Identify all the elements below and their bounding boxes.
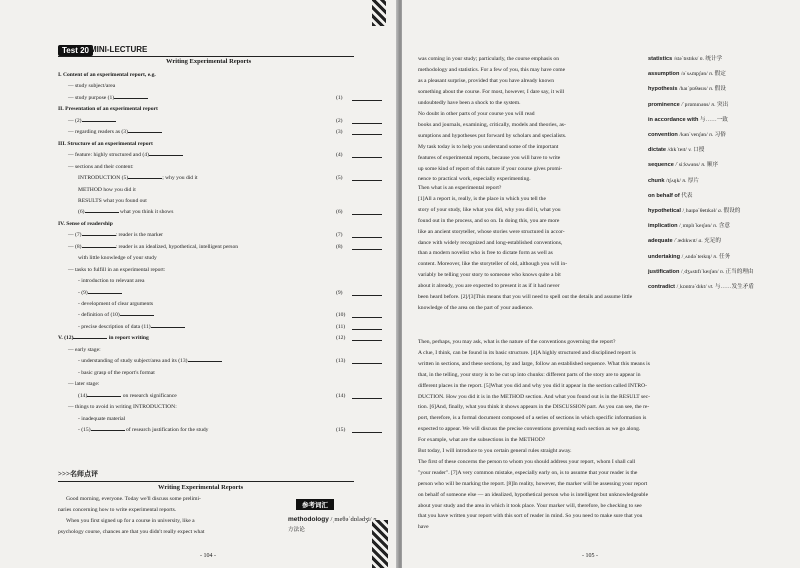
answer-line[interactable]	[352, 398, 382, 399]
glossary-ipa: /ˌɪmplɪˈkeɪʃən/	[679, 223, 714, 230]
outline-item-text: - basic grasp of the report's format	[78, 369, 155, 376]
glossary-cn: 顺序	[706, 162, 719, 169]
answer-number: (1)	[336, 94, 343, 101]
glossary-cn: 与……发生矛盾	[714, 284, 754, 290]
outline-item-text: — early stage:	[68, 346, 101, 353]
answer-number: (2)	[336, 117, 343, 124]
answer-number: (4)	[336, 152, 343, 159]
glossary-entry	[648, 102, 728, 109]
outline-item-text: - (15)	[78, 426, 91, 433]
lecture-line: My task today is to help you understand some of the important	[418, 143, 559, 150]
outline-item-after: ; why you did it	[162, 175, 198, 182]
outline-item	[78, 187, 136, 194]
glossary-pos: n.	[711, 101, 717, 108]
lecture-line: port, therefore, is a formal document composed of a series of sections in which specific information is	[418, 415, 647, 422]
outline-item	[68, 129, 162, 136]
glossary-word: on behalf of	[648, 192, 682, 199]
glossary-entry	[648, 132, 726, 139]
lecture-line: variably be telling your story to someone who knows quite a bit	[418, 272, 561, 279]
vocab-cn: 方法论	[288, 527, 305, 533]
test-badge: Test 20	[58, 45, 93, 56]
glossary-pos: n.	[719, 268, 726, 275]
right-page	[402, 0, 800, 568]
outline-item	[78, 198, 147, 205]
glossary-cn: 正当的理由	[725, 268, 754, 275]
script-rule	[58, 481, 354, 482]
answer-blank[interactable]	[128, 132, 162, 133]
page-number-left: - 104 -	[200, 553, 216, 559]
glossary-pos: n.	[709, 71, 715, 78]
glossary-entry	[648, 117, 728, 124]
outline-item-text: (14)	[78, 392, 88, 399]
glossary-cn: 口授	[693, 147, 705, 154]
outline-item	[78, 301, 153, 308]
lecture-line: been heard before. [2]/[3]This means that you will need to spell out the details and assume little	[418, 294, 633, 300]
glossary-ipa: /ˌhaɪpəˈθetɪkəl/	[682, 208, 718, 214]
lecture-line: But today, I will introduce to you certain general rules straight away.	[418, 448, 572, 454]
glossary-word: hypothesis	[648, 86, 680, 93]
glossary-word: hypothetical	[648, 208, 683, 214]
lecture-line: different places in the report. [5]What you did and why you did it appear in the section called INTRO-	[418, 382, 648, 389]
glossary-pos: vt.	[707, 284, 715, 290]
outline-item	[78, 175, 198, 182]
answer-blank[interactable]	[85, 212, 119, 213]
answer-blank[interactable]	[73, 338, 107, 339]
lecture-line: person who will be marking the report. [8]In reality, however, the marker will be assessing your report	[418, 480, 648, 487]
outline-item-text: - introduction to relevant area	[78, 278, 145, 285]
lecture-line: found out in the process, and so on. In doing this, you are more	[418, 217, 560, 224]
glossary-word: in accordance with	[648, 116, 700, 123]
answer-number: (13)	[336, 358, 346, 365]
answer-line[interactable]	[352, 295, 382, 296]
glossary-entry	[648, 193, 692, 200]
answer-blank[interactable]	[188, 361, 222, 362]
answer-number: (8)	[336, 243, 343, 250]
lecture-line: Then what is an experimental report?	[418, 185, 502, 191]
outline-item-after: : reader is an idealized, hypothetical, intelligent person	[115, 243, 239, 250]
answer-line[interactable]	[352, 157, 382, 158]
glossary-entry	[648, 269, 754, 276]
outline-item-text: II. Presentation of an experimental report	[58, 106, 158, 113]
glossary-pos: n.	[701, 162, 707, 169]
answer-blank[interactable]	[87, 396, 121, 397]
glossary-ipa: /tʃʌŋk/	[666, 177, 683, 184]
answer-number: (10)	[336, 312, 346, 319]
answer-line[interactable]	[352, 214, 382, 215]
lecture-line: DUCTION. How you did it is in the METHOD section. And what you found out is in the RESULT sec-	[418, 393, 650, 400]
lecture-line: nence to practical work, especially experimenting.	[418, 176, 531, 183]
glossary-pos: n.	[709, 132, 715, 138]
outline-item-text: (6)	[78, 209, 85, 216]
glossary-ipa: /ˈædɪkwɪt/	[674, 238, 699, 245]
outline-item-text: — study purpose (1)	[68, 94, 115, 101]
script-line: Good morning, everyone. Today we'll discuss some prelimi-	[66, 496, 201, 502]
outline-item-text: - understanding of study subject/area and its (13)	[78, 358, 188, 365]
answer-blank[interactable]	[91, 430, 125, 431]
glossary-pos: a.	[698, 238, 705, 245]
lecture-line: dance with widely recognized and long-established conventions,	[418, 239, 563, 246]
outline-item-text: - (9)	[78, 289, 88, 296]
lecture-line: story of your study, like what you did, why you did it, what you	[418, 206, 561, 213]
script-heading: >>>名师点评	[58, 470, 98, 478]
outline-item	[68, 152, 183, 159]
lecture-line: content. Moreover, like the storyteller of old, although you will in-	[418, 261, 568, 268]
outline-item-text: III. Structure of an experimental report	[58, 140, 153, 147]
answer-blank[interactable]	[82, 235, 116, 236]
answer-line[interactable]	[352, 134, 382, 135]
answer-number: (12)	[336, 335, 346, 342]
outline-item	[78, 370, 155, 377]
lecture-line: about your study and the area in which it took place. Your marker will, therefore, be checking to see	[418, 502, 642, 509]
glossary-cn: 含意	[718, 223, 730, 230]
outline-item	[58, 221, 113, 228]
outline-item	[58, 106, 158, 113]
answer-line[interactable]	[352, 237, 382, 238]
script-line: When you first signed up for a course in university, like a	[66, 518, 195, 524]
glossary-cn: 习俗	[714, 132, 726, 138]
glossary-ipa: /ˈprɒmɪnəns/	[681, 101, 712, 108]
outline-item	[68, 232, 163, 239]
answer-number: (7)	[336, 232, 343, 239]
answer-line[interactable]	[352, 363, 382, 364]
glossary-word: sequence	[648, 162, 676, 169]
outline-item	[68, 164, 134, 171]
lecture-line: that, in the telling, your story is to be cut up into chunks: different parts of the story are to appear in	[418, 371, 641, 378]
lecture-line: like an ancient storyteller, whose stories were structured in accor-	[418, 228, 565, 235]
outline-item-text: — sections and their content:	[68, 163, 134, 170]
outline-item	[78, 324, 185, 331]
script-title: Writing Experimental Reports	[158, 484, 244, 491]
glossary-pos: n.	[699, 56, 706, 62]
lecture-line: expected to appear. We will discuss the precise conventions governing each section as we go along.	[418, 426, 641, 433]
outline-item-text: METHOD how you did it	[78, 186, 136, 193]
outline-item-after: of research justification for the study	[124, 426, 209, 433]
glossary-ipa: /dɪkˈteɪt/	[667, 147, 689, 154]
glossary-ipa: /ˌdʒʌstɪfɪˈkeɪʃən/	[680, 268, 720, 275]
answer-number: (9)	[336, 289, 343, 296]
glossary-pos: n.	[682, 177, 688, 184]
glossary-entry	[648, 178, 699, 185]
lecture-line: [1]All a report is, really, is the place in which you tell the	[418, 195, 546, 202]
glossary-word: chunk	[648, 177, 667, 184]
page-title: Writing Experimental Reports	[166, 58, 252, 65]
section-label: MINI-LECTURE	[90, 45, 148, 54]
vocab-box: 参考词汇	[296, 499, 334, 510]
glossary-ipa: /stəˈtɪstɪks/	[673, 56, 700, 62]
lecture-line: methodology and statistics. For a few of you, this may have come	[418, 66, 566, 73]
lecture-line: on behalf of someone else — an idealized, hypothetical person who is intelligent but unknowledgeable	[418, 491, 649, 498]
glossary-cn: 假定	[714, 71, 726, 78]
outline-item-text: — later stage:	[68, 381, 100, 388]
answer-blank[interactable]	[114, 98, 148, 99]
outline-item-text: — (8)	[68, 243, 82, 250]
outline-item-text: with little knowledge of your study	[78, 255, 157, 262]
outline-item	[78, 209, 173, 216]
script-line: psychology course, chances are that you didn't really expect what	[58, 529, 205, 535]
answer-blank[interactable]	[151, 327, 185, 328]
glossary-cn: 厚片	[687, 177, 700, 184]
left-page	[0, 0, 398, 568]
glossary-word: prominence	[648, 101, 682, 108]
lecture-line: sumptions and hypotheses put forward by scholars and specialists.	[418, 132, 567, 139]
glossary-pos: n.	[709, 86, 715, 93]
answer-blank[interactable]	[82, 121, 116, 122]
glossary-pos: n.	[713, 223, 719, 230]
outline-item-text: - precise description of data (11)	[78, 323, 151, 330]
lecture-line: that you have written your report with this sort of reader in mind. So you need to make sure that you	[418, 513, 643, 520]
outline-item	[68, 347, 101, 354]
outline-item	[58, 335, 149, 342]
outline-item-text: - development of clear arguments	[78, 301, 154, 307]
glossary-ipa: /ˌkɒntrəˈdɪkt/	[676, 284, 708, 290]
glossary-word: undertaking	[648, 253, 682, 260]
glossary-entry	[648, 223, 730, 230]
answer-line[interactable]	[352, 329, 382, 330]
answer-line[interactable]	[352, 100, 382, 101]
page-number-right: - 105 -	[582, 553, 598, 559]
outline-item-text: — things to avoid in writing INTRODUCTION:	[68, 404, 177, 411]
vocab-word: methodology	[288, 516, 329, 523]
glossary-ipa: /ˈsiːkwəns/	[675, 162, 702, 169]
glossary-word: statistics	[648, 56, 674, 62]
outline-item	[78, 427, 208, 434]
answer-blank[interactable]	[82, 247, 116, 248]
outline-item-text: — study subject/area	[68, 83, 116, 90]
glossary-word: assumption	[648, 71, 681, 78]
outline-item	[78, 312, 154, 319]
answer-blank[interactable]	[128, 178, 162, 179]
glossary-pos: v.	[688, 147, 694, 154]
answer-number: (5)	[336, 175, 343, 182]
glossary-word: justification	[648, 268, 681, 275]
lecture-line: A clue, I think, can be found in its basic structure. [4]A highly structured and disciplined report is	[418, 349, 636, 356]
lecture-line: have	[418, 524, 429, 531]
outline-item	[68, 381, 99, 388]
glossary-entry	[648, 56, 722, 63]
glossary-entry	[648, 208, 740, 215]
outline-item-text: I. Content of an experimental report, e.g.	[58, 72, 156, 78]
answer-number: (15)	[336, 426, 346, 433]
glossary-pos: a.	[717, 208, 724, 214]
glossary-entry	[648, 86, 726, 93]
answer-line[interactable]	[352, 123, 382, 124]
glossary-ipa: /haɪˈpɒθəsɪs/	[679, 86, 710, 93]
lecture-line: something about the course. For most, however, I dare say, it will	[418, 88, 565, 95]
outline-item-text: — (2)	[68, 117, 82, 124]
glossary-cn: 充足的	[704, 238, 721, 245]
glossary-ipa: /ˌʌndəˈteɪkɪŋ/	[681, 253, 714, 260]
glossary-cn: 任务	[719, 253, 731, 260]
outline-item	[78, 416, 125, 423]
answer-line[interactable]	[352, 340, 382, 341]
glossary-entry	[648, 284, 754, 291]
glossary-entry	[648, 162, 718, 169]
glossary-word: adequate	[648, 238, 675, 245]
outline-item-text: - definition of (10)	[78, 312, 120, 319]
glossary-cn: 与……一致	[699, 116, 728, 123]
glossary-pos: n.	[713, 253, 719, 260]
answer-blank[interactable]	[149, 155, 183, 156]
lecture-line: knowledge of the area on the part of your audience.	[418, 304, 534, 311]
lecture-line: as a pleasant surprise, provided that you have already known	[418, 77, 555, 84]
outline-item	[58, 72, 156, 79]
glossary-entry	[648, 71, 726, 78]
outline-item-text: INTRODUCTION (5)	[78, 175, 129, 182]
answer-line[interactable]	[352, 180, 382, 181]
outline-item-text: RESULTS what you found out	[78, 197, 147, 204]
glossary-ipa: /əˈsʌmpʃən/	[680, 71, 710, 78]
glossary-cn: 假设	[714, 86, 726, 93]
outline-item-text: — tasks to fulfill in an experimental report:	[68, 266, 166, 273]
binding-mark-top	[372, 0, 386, 26]
glossary-word: implication	[648, 223, 680, 230]
vocab-entry	[288, 516, 378, 523]
answer-blank[interactable]	[120, 315, 154, 316]
outline-item-text: V. (12)	[58, 335, 74, 342]
lecture-line: written in sections, and these sections, by and large, follow an established sequence. What this means is	[418, 360, 650, 367]
glossary-cn: 假设的	[723, 208, 741, 214]
vocab-ipa: /ˌmeθəˈdɒlədʒi/	[330, 516, 372, 523]
lecture-line: undoubtedly have been a shock to the system.	[418, 99, 521, 106]
script-line: naries concerning how to write experimental reports.	[58, 507, 177, 513]
answer-number: (11)	[336, 323, 346, 330]
lecture-line: than a modern novelist who is free to dictate form as well as	[418, 250, 553, 257]
outline-item	[78, 393, 177, 400]
outline-item	[68, 267, 165, 274]
glossary-cn: 突出	[716, 101, 729, 108]
glossary-word: dictate	[648, 147, 668, 154]
glossary-entry	[648, 238, 721, 245]
outline-item	[78, 358, 222, 365]
outline-item-text: — regarding readers as (3)	[68, 129, 128, 136]
outline-item	[68, 404, 177, 411]
outline-item-text: — feature: highly structured and (4)	[68, 152, 149, 159]
glossary-word: convention	[648, 132, 680, 138]
outline-item-text: IV. Sense of readership	[58, 220, 113, 227]
outline-item	[68, 244, 238, 251]
lecture-line: tion. [6]And, finally, what you think it shows appears in the DISCUSSION part. As you can see, the re-	[418, 404, 650, 411]
binding-mark-bottom	[372, 520, 388, 568]
outline-item	[78, 255, 157, 262]
lecture-line: up some kind of report of this nature if your course gives promi-	[418, 165, 563, 172]
lecture-line: about it already, you are expected to present it as if it had never	[418, 283, 560, 290]
outline-item-text: — (7)	[68, 232, 82, 239]
answer-number: (3)	[336, 129, 343, 136]
answer-line[interactable]	[352, 432, 382, 433]
title-rule	[58, 56, 354, 57]
lecture-line: books and journals, examining, critically, models and theories, as-	[418, 121, 566, 128]
glossary-entry	[648, 147, 704, 154]
answer-line[interactable]	[352, 249, 382, 250]
glossary-word: contradict	[648, 284, 677, 290]
outline-item	[78, 290, 122, 297]
answer-blank[interactable]	[88, 293, 122, 294]
outline-item	[58, 141, 153, 148]
outline-item	[68, 83, 115, 90]
glossary-ipa: /kənˈvenʃən/	[679, 132, 710, 138]
answer-number: (14)	[336, 392, 346, 399]
lecture-line: was coming in your study; particularly, the course emphasis on	[418, 56, 560, 62]
outline-item	[68, 118, 116, 125]
lecture-line: features of experimental reports, because you will have to write	[418, 154, 561, 161]
outline-item	[78, 278, 144, 285]
outline-item-after: : reader is the marker	[115, 232, 164, 239]
outline-item-text: - inadequate material	[78, 415, 126, 422]
lecture-line: No doubt in other parts of your course you will read	[418, 111, 535, 117]
glossary-entry	[648, 254, 730, 261]
lecture-line: Then, perhaps, you may ask, what is the nature of the conventions governing the report?	[418, 339, 616, 345]
outline-item	[68, 95, 148, 102]
lecture-line: For example, what are the subsections in the METHOD?	[418, 437, 546, 444]
outline-item-after: in report writing	[107, 335, 149, 342]
answer-number: (6)	[336, 209, 343, 216]
lecture-line: The first of these concerns the person to whom you should address your report, whom I shall call	[418, 458, 636, 465]
outline-item-after: what you think it shows	[118, 209, 174, 216]
answer-line[interactable]	[352, 317, 382, 318]
glossary-cn: 代表	[681, 192, 693, 199]
lecture-line: "your reader". [7]A very common mistake, especially early on, is to assume that your reader is the	[418, 469, 638, 476]
outline-item-after: on research significance	[121, 392, 177, 399]
glossary-cn: 统计学	[705, 56, 723, 62]
